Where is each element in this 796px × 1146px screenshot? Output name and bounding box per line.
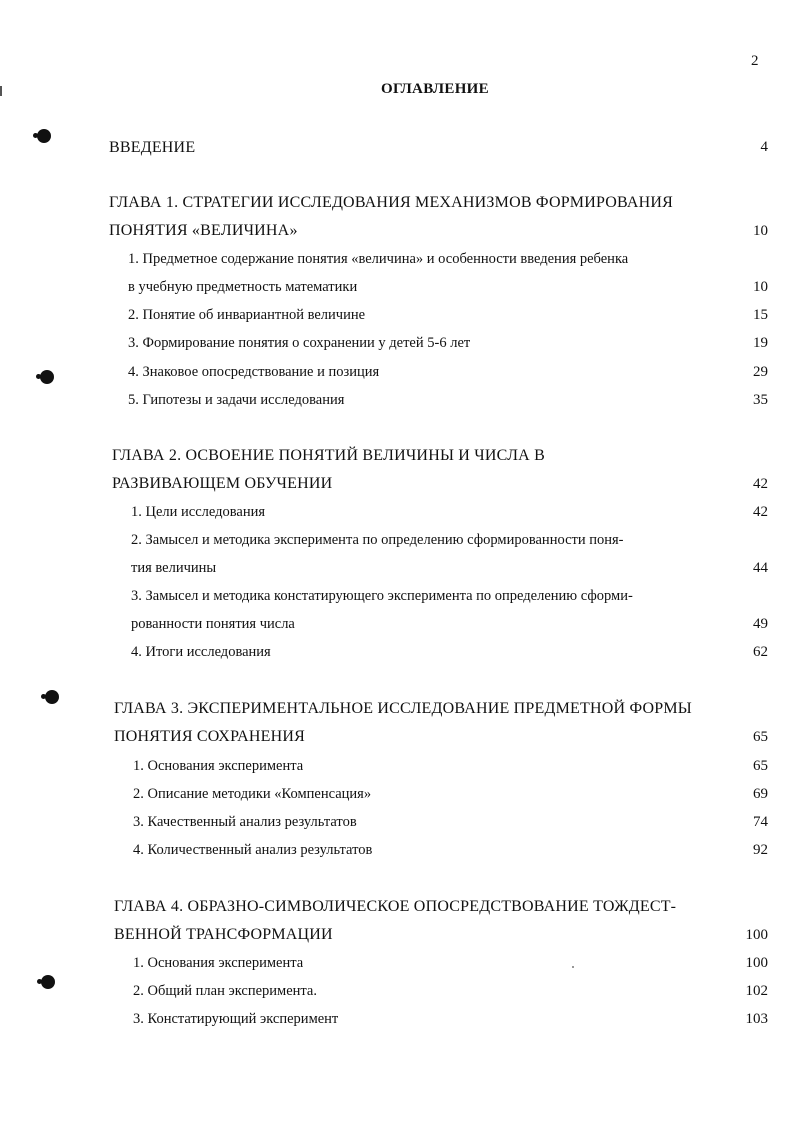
toc-section-1-5[interactable]: 5. Гипотезы и задачи исследования: [128, 392, 345, 408]
toc-intro-page: 4: [760, 139, 768, 155]
punch-hole-mark: [37, 129, 51, 143]
toc-section-3-1-page: 65: [753, 758, 768, 774]
toc-section-1-5-page: 35: [753, 392, 768, 408]
toc-section-2-2-page: 44: [753, 560, 768, 576]
toc-chapter-3-page: 65: [753, 729, 768, 745]
toc-chapter-4-line2[interactable]: ВЕННОЙ ТРАНСФОРМАЦИИ: [114, 926, 333, 943]
toc-chapter-1-line2[interactable]: ПОНЯТИЯ «ВЕЛИЧИНА»: [109, 222, 298, 239]
page-title: ОГЛАВЛЕНИЕ: [381, 81, 489, 97]
toc-section-1-2-page: 15: [753, 307, 768, 323]
toc-section-2-1-page: 42: [753, 504, 768, 520]
toc-section-4-2[interactable]: 2. Общий план эксперимента.: [133, 983, 317, 999]
toc-chapter-1-line1[interactable]: ГЛАВА 1. СТРАТЕГИИ ИССЛЕДОВАНИЯ МЕХАНИЗМОВ ФОРМИРОВАНИЯ: [109, 194, 674, 211]
scan-speck: [572, 966, 574, 968]
toc-chapter-2-page: 42: [753, 476, 768, 492]
toc-section-3-1[interactable]: 1. Основания эксперимента: [133, 758, 304, 774]
punch-hole-mark: [41, 975, 55, 989]
toc-section-3-2[interactable]: 2. Описание методики «Компенсация»: [133, 786, 372, 802]
toc-section-4-2-page: 102: [745, 983, 768, 999]
toc-section-3-4[interactable]: 4. Количественный анализ результатов: [133, 842, 373, 858]
toc-section-2-3-line2[interactable]: рованности понятия числа: [131, 616, 295, 632]
toc-section-2-3-page: 49: [753, 616, 768, 632]
toc-section-2-4-page: 62: [753, 644, 768, 660]
toc-chapter-1-page: 10: [753, 223, 768, 239]
toc-section-2-1[interactable]: 1. Цели исследования: [131, 504, 266, 520]
toc-section-1-4-page: 29: [753, 364, 768, 380]
toc-section-1-3[interactable]: 3. Формирование понятия о сохранении у детей 5-6 лет: [128, 335, 471, 351]
toc-section-1-2[interactable]: 2. Понятие об инвариантной величине: [128, 307, 366, 323]
toc-section-2-2-line1[interactable]: 2. Замысел и методика эксперимента по определению сформированности поня-: [131, 532, 624, 548]
toc-section-2-2-line2[interactable]: тия величины: [131, 560, 217, 576]
toc-section-3-2-page: 69: [753, 786, 768, 802]
toc-section-1-1-page: 10: [753, 279, 768, 295]
toc-section-1-1-line2[interactable]: в учебную предметность математики: [128, 279, 358, 295]
page-number: 2: [751, 53, 759, 69]
toc-section-4-1[interactable]: 1. Основания эксперимента: [133, 955, 304, 971]
toc-chapter-3-line2[interactable]: ПОНЯТИЯ СОХРАНЕНИЯ: [114, 728, 305, 745]
toc-section-1-1-line1[interactable]: 1. Предметное содержание понятия «величина» и особенности введения ребенка: [128, 251, 629, 267]
punch-hole-mark: [45, 690, 59, 704]
toc-section-3-4-page: 92: [753, 842, 768, 858]
punch-hole-mark: [40, 370, 54, 384]
toc-section-3-3-page: 74: [753, 814, 768, 830]
toc-chapter-2-line2[interactable]: РАЗВИВАЮЩЕМ ОБУЧЕНИИ: [112, 475, 333, 492]
toc-section-2-3-line1[interactable]: 3. Замысел и методика констатирующего эксперимента по определению сформи-: [131, 588, 633, 604]
toc-chapter-2-line1[interactable]: ГЛАВА 2. ОСВОЕНИЕ ПОНЯТИЙ ВЕЛИЧИНЫ И ЧИСЛА В: [112, 447, 545, 464]
toc-intro-label[interactable]: ВВЕДЕНИЕ: [109, 139, 196, 156]
toc-chapter-3-line1[interactable]: ГЛАВА 3. ЭКСПЕРИМЕНТАЛЬНОЕ ИССЛЕДОВАНИЕ ПРЕДМЕТНОЙ ФОРМЫ: [114, 700, 692, 717]
toc-section-4-1-page: 100: [745, 955, 768, 971]
toc-chapter-4-page: 100: [745, 927, 768, 943]
toc-chapter-4-line1[interactable]: ГЛАВА 4. ОБРАЗНО-СИМВОЛИЧЕСКОЕ ОПОСРЕДСТВОВАНИЕ ТОЖДЕСТ-: [114, 898, 677, 915]
toc-section-4-3-page: 103: [745, 1011, 768, 1027]
toc-section-1-3-page: 19: [753, 335, 768, 351]
toc-section-1-4[interactable]: 4. Знаковое опосредствование и позиция: [128, 364, 380, 380]
toc-section-2-4[interactable]: 4. Итоги исследования: [131, 644, 271, 660]
toc-section-3-3[interactable]: 3. Качественный анализ результатов: [133, 814, 357, 830]
toc-section-4-3[interactable]: 3. Констатирующий эксперимент: [133, 1011, 339, 1027]
